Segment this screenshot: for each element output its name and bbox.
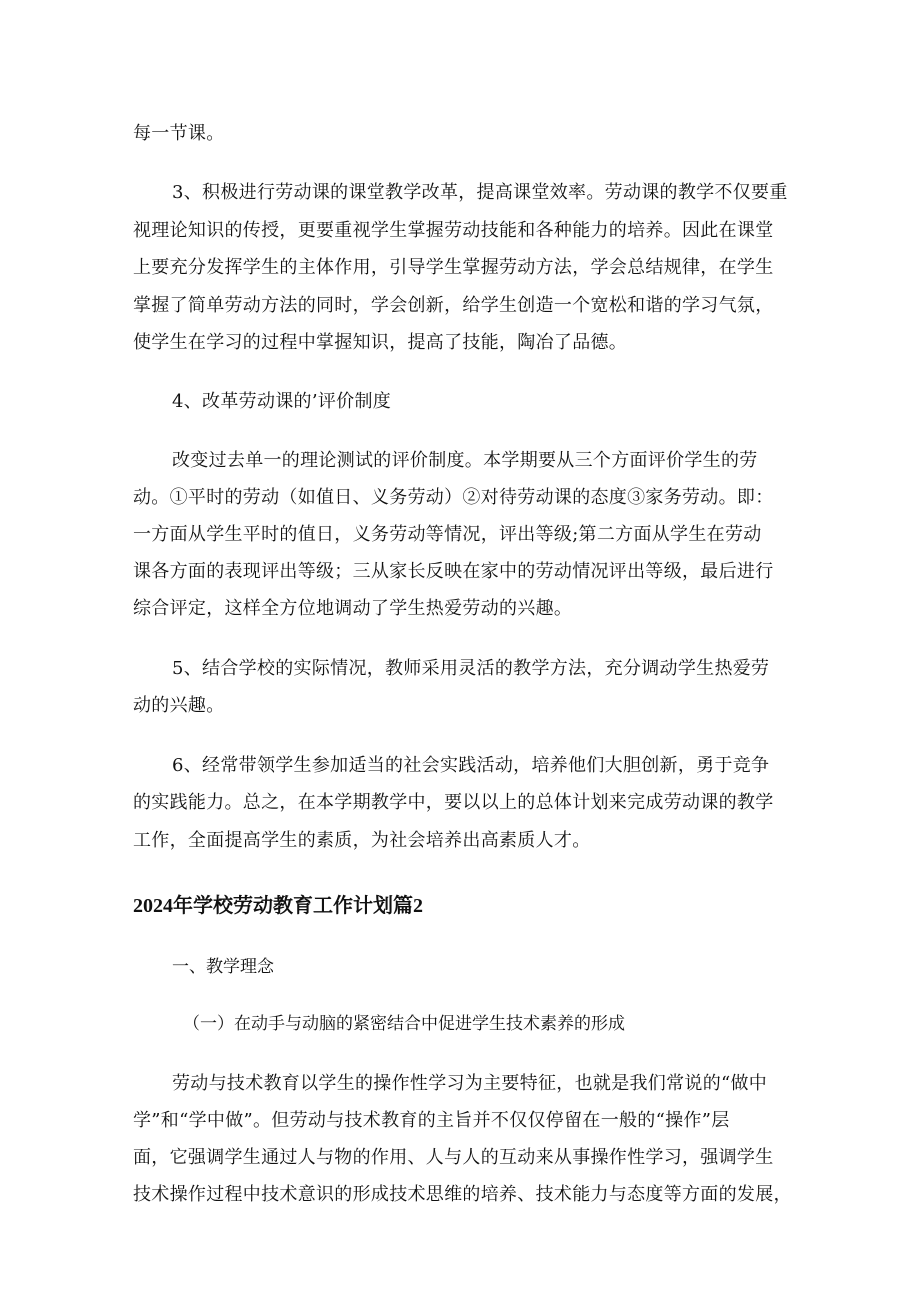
paragraph-line: 技术操作过程中技术意识的形成技术思维的培养、技术能力与态度等方面的发展，: [133, 1184, 792, 1205]
paragraph-line: 的实践能力。总之，在本学期教学中，要以以上的总体计划来完成劳动课的教学: [133, 792, 774, 813]
paragraph-line: 劳动与技术教育以学生的操作性学习为主要特征，也就是我们常说的“做中: [172, 1073, 768, 1094]
paragraph-line: 掌握了简单劳动方法的同时，学会创新，给学生创造一个宽松和谐的学习气氛，: [133, 295, 774, 316]
paragraph-line: 课各方面的表现评出等级；三从家长反映在家中的劳动情况评出等级，最后进行: [133, 561, 774, 582]
paragraph-line: 动。①平时的劳动（如值日、义务劳动）②对待劳动课的态度③家务劳动。即：: [133, 487, 774, 508]
paragraph-line: 5、结合学校的实际情况，教师采用灵活的教学方法，充分调动学生热爱劳: [172, 658, 770, 679]
paragraph-line: 学”和“学中做”。但劳动与技术教育的主旨并不仅仅停留在一般的“操作”层: [133, 1110, 730, 1131]
paragraph-line: 工作，全面提高学生的素质，为社会培养出高素质人才。: [133, 830, 591, 851]
paragraph-line: 面，它强调学生通过人与物的作用、人与人的互动来从事操作性学习，强调学生: [133, 1147, 774, 1168]
paragraph-line: 综合评定，这样全方位地调动了学生热爱劳动的兴趣。: [133, 598, 573, 619]
paragraph-line: 4、改革劳动课的’评价制度: [172, 391, 392, 412]
section-title: 一、教学理念: [172, 957, 274, 977]
paragraph-line: 视理论知识的传授，更要重视学生掌握劳动技能和各种能力的培养。因此在课堂: [133, 220, 774, 241]
subsection-title: （一）在动手与动脑的紧密结合中促进学生技术素养的形成: [183, 1014, 625, 1034]
paragraph-line: 一方面从学生平时的值日，义务劳动等情况，评出等级;第二方面从学生在劳动: [133, 524, 762, 545]
paragraph-line: 每一节课。: [133, 123, 225, 144]
paragraph-line: 上要充分发挥学生的主体作用，引导学生掌握劳动方法，学会总结规律，在学生: [133, 257, 774, 278]
paragraph-line: 动的兴趣。: [133, 695, 225, 716]
paragraph-line: 改变过去单一的理论测试的评价制度。本学期要从三个方面评价学生的劳: [172, 450, 758, 471]
paragraph-line: 6、经常带领学生参加适当的社会实践活动，培养他们大胆创新，勇于竞争: [172, 755, 770, 776]
section-heading: 2024年学校劳动教育工作计划篇2: [133, 895, 423, 917]
paragraph-line: 3、积极进行劳动课的课堂教学改革，提高课堂效率。劳动课的教学不仅要重: [172, 182, 788, 203]
paragraph-line: 使学生在学习的过程中掌握知识，提高了技能，陶冶了品德。: [133, 332, 628, 353]
